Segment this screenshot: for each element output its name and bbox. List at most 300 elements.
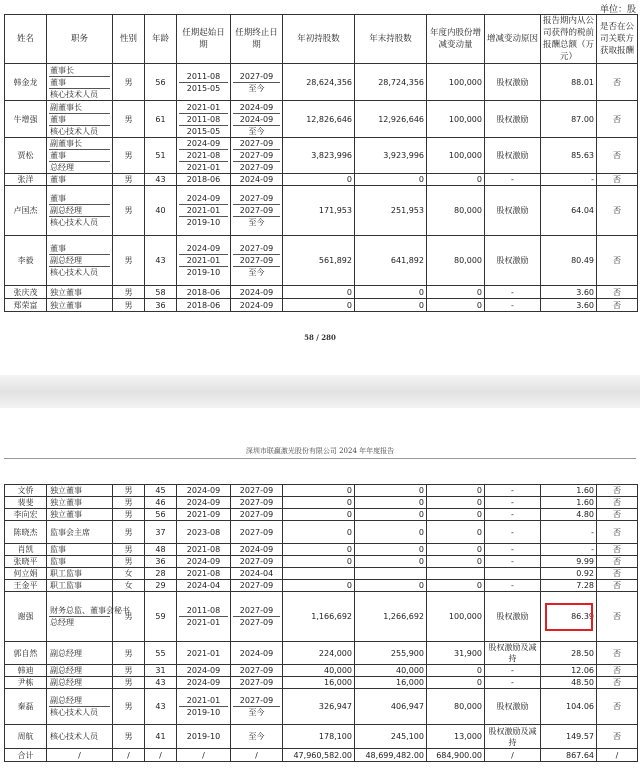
slash-cell: / [597,749,638,762]
begin-shares-cell: 0 [283,286,355,299]
column-header: 姓名 [5,15,47,64]
end-shares-cell [355,568,427,580]
age-cell: 43 [145,677,177,689]
end-shares-cell: 0 [355,497,427,509]
name-cell: 秦磊 [5,689,47,725]
table-row [5,568,638,580]
gender-cell: 男 [113,642,145,665]
pay-cell: 3.60 [541,286,597,299]
shareholding-table-part2 [4,484,638,762]
gender-cell: 男 [113,299,145,312]
name-cell: 张晓平 [5,556,47,568]
related-cell: 否 [597,677,638,689]
reason-cell: - [485,677,541,689]
end-date-cell-line: 2027-09 [233,255,280,267]
end-date-cell-line: 2027-09 [233,138,280,150]
gender-cell: 男 [113,592,145,642]
age-cell: 56 [145,64,177,101]
related-cell: 否 [597,509,638,521]
end-date-cell-line: 至今 [248,218,265,227]
end-date-cell [231,665,283,677]
begin-shares-cell: 224,000 [283,642,355,665]
title-cell-line: 核心技术人员 [50,126,98,136]
gender-cell: 男 [113,174,145,186]
gender-cell: 男 [113,677,145,689]
table-row [5,642,638,665]
begin-shares-cell: 561,892 [283,236,355,286]
change-cell: 100,000 [427,592,485,642]
column-header: 是否在公司关联方获取报酬 [597,15,638,64]
end-date-cell [231,689,283,725]
table-row [5,101,638,138]
start-date-cell-line: 2024-09 [186,678,221,687]
title-cell [47,677,113,689]
start-date-cell [177,725,231,749]
name-cell: 尹栋 [5,677,47,689]
end-shares-cell: 28,724,356 [355,64,427,101]
age-cell: 43 [145,236,177,286]
end-shares-cell: 0 [355,286,427,299]
related-cell: 否 [597,236,638,286]
begin-shares-cell: 0 [283,556,355,568]
title-cell-line: 董事 [49,243,110,255]
reason-cell: 股权激励 [485,64,541,101]
end-shares-cell: 16,000 [355,677,427,689]
name-cell: 贾松 [5,138,47,174]
end-date-cell-line: 2027-09 [239,527,274,537]
end-date-cell-line: 2024-04 [239,569,274,578]
end-date-cell [231,556,283,568]
pay-cell: - [541,521,597,544]
start-date-cell-line: 2011-08 [179,605,228,617]
related-cell: 否 [597,544,638,556]
end-shares-cell: 0 [355,509,427,521]
start-date-cell [177,299,231,312]
title-cell-line: 财务总监、董事会秘书 [50,606,130,615]
end-date-cell [231,568,283,580]
start-date-cell [177,138,231,174]
title-cell [47,580,113,592]
title-cell-line: 监事 [50,557,66,566]
title-cell-line: 职工监事 [50,569,82,578]
pay-cell: 85.63 [541,138,597,174]
related-cell: 否 [597,725,638,749]
gender-cell: 男 [113,64,145,101]
age-cell: 41 [145,725,177,749]
table-row [5,174,638,186]
name-cell: 卢国杰 [5,186,47,236]
start-date-cell-line: 2018-06 [186,287,221,297]
reason-cell: 股权激励 [485,101,541,138]
start-date-cell [177,677,231,689]
table-row [5,677,638,689]
title-cell-line: 核心技术人员 [50,732,98,741]
start-date-cell-line: 2011-08 [179,114,228,126]
change-cell: 0 [427,299,485,312]
report-page-58 [0,0,640,375]
slash-cell: / [177,749,231,762]
column-header: 性别 [113,15,145,64]
end-shares-cell: 12,926,646 [355,101,427,138]
age-cell: 46 [145,497,177,509]
end-date-cell-line: 2027-09 [233,71,280,83]
reason-cell: - [485,556,541,568]
age-cell: 51 [145,138,177,174]
end-date-cell-line: 2024-09 [239,300,274,310]
end-date-cell-line: 2027-09 [239,163,274,172]
start-date-cell-line: 2015-05 [186,126,221,136]
end-date-cell [231,509,283,521]
table-row [5,689,638,725]
slash-cell: / [145,749,177,762]
name-cell: 张洋 [5,174,47,186]
age-cell: 31 [145,665,177,677]
end-date-cell-line: 2024-09 [239,175,274,184]
start-date-cell [177,665,231,677]
title-cell [47,299,113,312]
title-cell [47,236,113,286]
title-cell-line: 独立董事 [50,300,82,310]
start-date-cell-line: 2019-10 [186,218,221,227]
age-cell: 36 [145,299,177,312]
end-date-cell-line: 2024-09 [239,545,274,554]
table-row [5,580,638,592]
table-row [5,556,638,568]
related-cell: 否 [597,556,638,568]
pay-cell: 1.60 [541,497,597,509]
end-shares-cell: 0 [355,485,427,497]
reason-cell: - [485,521,541,544]
related-cell: 否 [597,286,638,299]
reason-cell: 股权激励 [485,186,541,236]
start-date-cell [177,64,231,101]
name-cell: 肖凯 [5,544,47,556]
change-cell: 0 [427,665,485,677]
start-date-cell-line: 2021-01 [186,163,221,172]
title-cell-line: 总经理 [50,618,74,627]
title-cell-line: 副董事长 [49,102,110,114]
table-row [5,286,638,299]
title-cell-line: 董事 [49,193,110,205]
gender-cell: 女 [113,568,145,580]
start-date-cell-line: 2024-09 [186,557,221,566]
name-cell: 郭自然 [5,642,47,665]
column-header: 任期终止日期 [231,15,283,64]
pay-cell: 4.80 [541,509,597,521]
title-cell [47,497,113,509]
end-date-cell-line: 2024-09 [233,114,280,126]
unit-label: 单位：股 [599,5,636,15]
title-cell-line: 总经理 [50,163,74,172]
start-date-cell [177,556,231,568]
age-cell: 36 [145,556,177,568]
start-date-cell-line: 2015-05 [186,83,221,93]
end-date-cell [231,286,283,299]
begin-shares-cell: 178,100 [283,725,355,749]
end-date-cell-line: 至今 [248,708,265,717]
title-cell [47,556,113,568]
title-cell-line: 副总经理 [49,255,110,267]
reason-cell [485,568,541,580]
title-cell-line: 核心技术人员 [50,708,98,717]
start-date-cell-line: 2024-09 [179,243,228,255]
begin-shares-cell: 1,166,692 [283,592,355,642]
begin-shares-cell [283,568,355,580]
total-row [5,749,638,762]
end-shares-cell: 0 [355,544,427,556]
pay-cell: 149.57 [541,725,597,749]
start-date-cell-line: 2021-01 [186,618,221,627]
pay-cell: 0.92 [541,568,597,580]
age-cell: 28 [145,568,177,580]
change-cell: 0 [427,497,485,509]
end-date-cell-line: 2027-09 [239,486,274,495]
gender-cell: 男 [113,236,145,286]
change-cell: 0 [427,521,485,544]
age-cell: 43 [145,689,177,725]
reason-cell: - [485,580,541,592]
start-date-cell-line: 2021-08 [186,569,221,578]
total-pay-cell: 867.64 [541,749,597,762]
reason-cell: 股权激励 [485,592,541,642]
end-date-cell [231,544,283,556]
end-date-cell-line: 2027-09 [239,581,274,590]
age-cell: 40 [145,186,177,236]
title-cell-line: 独立董事 [50,287,82,297]
title-cell-line: 核心技术人员 [50,268,98,277]
change-cell: 0 [427,556,485,568]
name-cell: 谢强 [5,592,47,642]
pay-cell: - [541,544,597,556]
column-header: 年末持股数 [355,15,427,64]
end-date-cell-line: 2024-09 [233,102,280,114]
title-cell [47,725,113,749]
shareholding-table-part1 [4,14,638,312]
start-date-cell-line: 2019-10 [186,268,221,277]
related-cell: 否 [597,101,638,138]
total-label-cell: 合计 [5,749,47,762]
end-date-cell-line: 2027-09 [239,678,274,687]
change-cell: 100,000 [427,138,485,174]
title-cell [47,689,113,725]
title-cell-line: 独立董事 [50,510,82,519]
start-date-cell-line: 2021-01 [179,102,228,114]
gender-cell: 男 [113,556,145,568]
start-date-cell-line: 2021-01 [179,695,228,707]
report-page-59 [0,408,640,775]
end-shares-cell: 3,923,996 [355,138,427,174]
end-date-cell-line: 至今 [248,268,265,277]
title-cell-line: 监事 [50,545,66,554]
end-date-cell-line: 2027-09 [233,193,280,205]
reason-cell: 股权激励 [485,689,541,725]
title-cell-line: 副总经理 [50,678,82,687]
end-date-cell-line: 至今 [248,126,265,136]
end-date-cell [231,677,283,689]
header-divider [4,458,636,459]
reason-cell: 股权激励及减持 [485,725,541,749]
age-cell: 58 [145,286,177,299]
end-date-cell-line: 2027-09 [233,243,280,255]
age-cell: 29 [145,580,177,592]
related-cell: 否 [597,689,638,725]
related-cell: 否 [597,665,638,677]
begin-shares-cell: 40,000 [283,665,355,677]
end-shares-cell: 245,100 [355,725,427,749]
name-cell: 牛增强 [5,101,47,138]
title-cell-line: 核心技术人员 [50,218,98,227]
title-cell [47,665,113,677]
start-date-cell [177,509,231,521]
age-cell: 61 [145,101,177,138]
table-row [5,497,638,509]
table-row [5,299,638,312]
start-date-cell-line: 2011-08 [179,71,228,83]
end-date-cell [231,299,283,312]
page-separator [0,375,640,408]
related-cell: 否 [597,485,638,497]
table-row [5,509,638,521]
name-cell: 文侨 [5,485,47,497]
change-cell: 13,000 [427,725,485,749]
end-shares-cell: 1,266,692 [355,592,427,642]
title-cell [47,138,113,174]
title-cell-line: 核心技术人员 [50,89,98,99]
gender-cell: 男 [113,101,145,138]
table-row [5,592,638,642]
end-date-cell-line: 2027-09 [239,666,274,675]
end-shares-cell: 0 [355,521,427,544]
title-cell-line: 独立董事 [50,498,82,507]
change-cell: 0 [427,485,485,497]
pay-cell: 28.50 [541,642,597,665]
gender-cell: 男 [113,186,145,236]
title-cell-line: 副董事长 [49,138,110,150]
begin-shares-cell: 3,823,996 [283,138,355,174]
change-cell: 80,000 [427,186,485,236]
change-cell: 0 [427,677,485,689]
gender-cell: 男 [113,138,145,174]
start-date-cell-line: 2021-08 [179,150,228,162]
slash-cell: / [47,749,113,762]
pay-cell: 87.00 [541,101,597,138]
reason-cell: 股权激励及减持 [485,642,541,665]
reason-cell: - [485,497,541,509]
reason-cell: - [485,509,541,521]
end-shares-cell: 406,947 [355,689,427,725]
table-row [5,485,638,497]
slash-cell: / [231,749,283,762]
end-shares-cell: 40,000 [355,665,427,677]
related-cell: 否 [597,642,638,665]
end-date-cell [231,592,283,642]
end-date-cell [231,138,283,174]
begin-shares-cell: 0 [283,497,355,509]
title-cell [47,64,113,101]
page-number: 58 / 280 [304,333,336,342]
title-cell [47,509,113,521]
gender-cell: 男 [113,485,145,497]
begin-shares-cell: 16,000 [283,677,355,689]
end-date-cell [231,186,283,236]
end-date-cell [231,64,283,101]
change-cell: 0 [427,174,485,186]
start-date-cell [177,236,231,286]
start-date-cell [177,568,231,580]
reason-cell: - [485,299,541,312]
begin-shares-cell: 171,953 [283,186,355,236]
start-date-cell [177,186,231,236]
gender-cell: 女 [113,580,145,592]
start-date-cell-line: 2021-01 [179,205,228,217]
change-cell: 80,000 [427,236,485,286]
start-date-cell-line: 2023-08 [186,527,221,537]
end-date-cell [231,236,283,286]
end-date-cell-line: 2024-09 [239,648,274,658]
title-cell [47,286,113,299]
pay-cell: 88.01 [541,64,597,101]
pay-cell: 1.60 [541,485,597,497]
name-cell: 裴斐 [5,497,47,509]
begin-shares-cell: 0 [283,485,355,497]
total-change-cell: 684,900.00 [427,749,485,762]
change-cell: 0 [427,580,485,592]
end-date-cell-line: 2027-09 [239,618,274,627]
name-cell: 李毅 [5,236,47,286]
pay-cell: 80.49 [541,236,597,286]
title-cell-line: 副总经理 [50,648,82,658]
begin-shares-cell: 0 [283,174,355,186]
title-cell-line: 副总经理 [49,205,110,217]
column-header: 职务 [47,15,113,64]
begin-shares-cell: 0 [283,299,355,312]
start-date-cell [177,485,231,497]
table-row [5,64,638,101]
table-row [5,521,638,544]
gender-cell: 男 [113,689,145,725]
table-row [5,665,638,677]
title-cell-line: 副总经理 [49,695,110,707]
change-cell [427,568,485,580]
end-date-cell-line: 至今 [248,732,265,741]
reason-cell: 股权激励 [485,236,541,286]
reason-cell: - [485,174,541,186]
change-cell: 80,000 [427,689,485,725]
start-date-cell [177,642,231,665]
pay-cell: 7.28 [541,580,597,592]
end-shares-cell: 251,953 [355,186,427,236]
end-date-cell-line: 至今 [248,83,265,93]
title-cell-line: 监事会主席 [50,527,90,537]
related-cell: 否 [597,138,638,174]
gender-cell: 男 [113,497,145,509]
end-date-cell-line: 2027-09 [239,510,274,519]
start-date-cell-line: 2024-09 [179,138,228,150]
title-cell-line: 董事 [49,77,110,89]
title-cell [47,521,113,544]
start-date-cell [177,521,231,544]
column-header: 年初持股数 [283,15,355,64]
end-date-cell-line: 2027-09 [233,695,280,707]
change-cell: 0 [427,509,485,521]
start-date-cell-line: 2024-09 [186,498,221,507]
related-cell: 否 [597,186,638,236]
end-shares-cell: 0 [355,556,427,568]
title-cell-line: 董事 [50,175,66,184]
end-date-cell [231,174,283,186]
pay-cell: 86.39 [541,592,597,642]
change-cell: 31,900 [427,642,485,665]
